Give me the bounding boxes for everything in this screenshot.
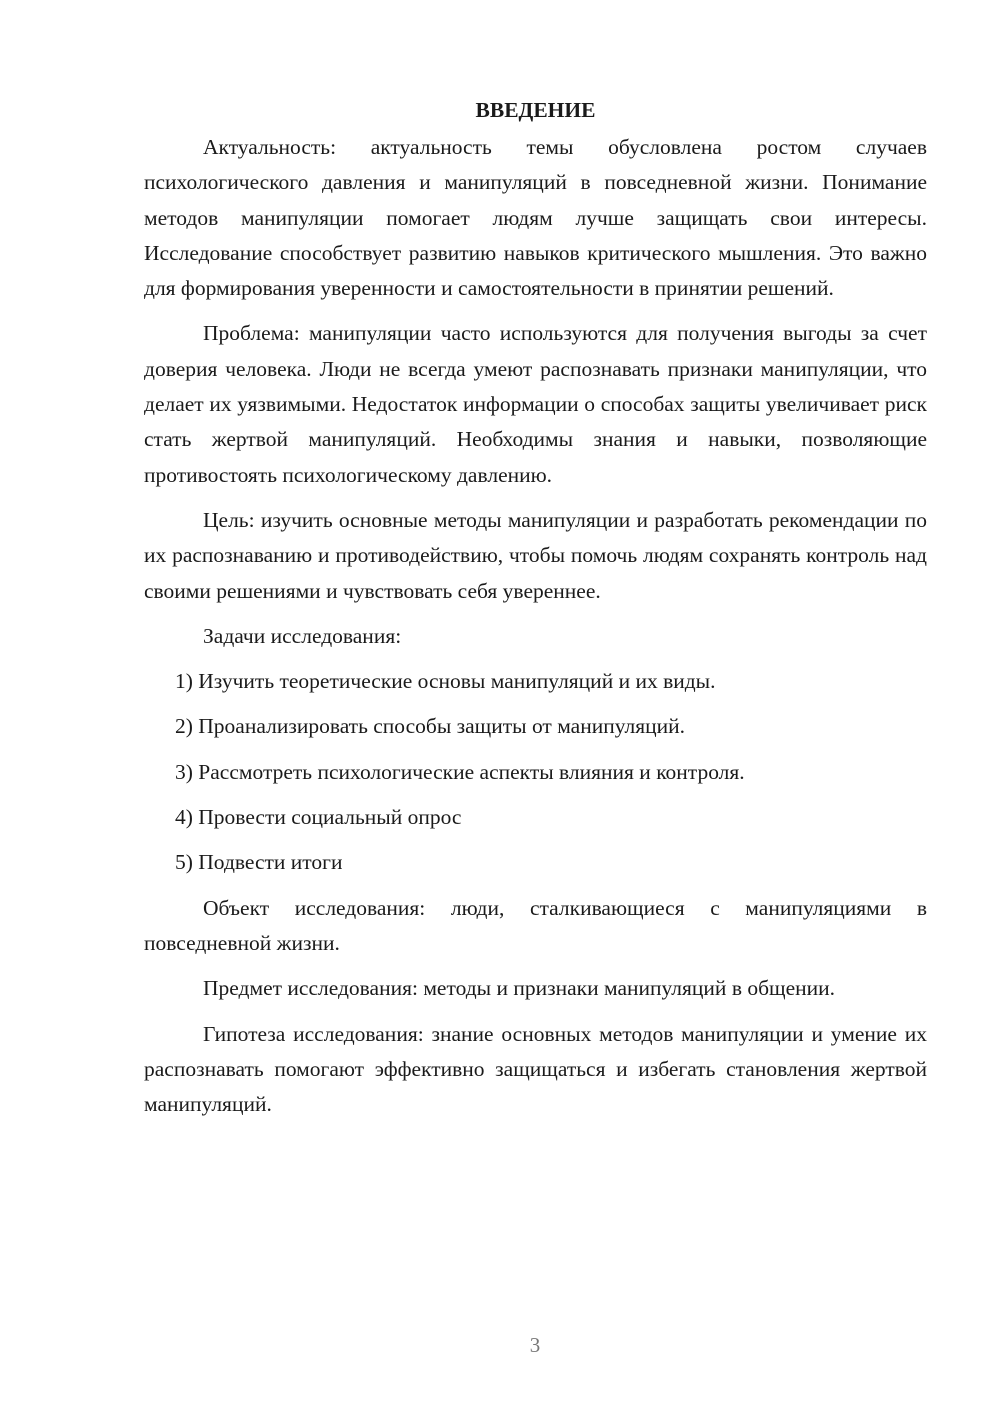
tasks-label: Задачи исследования: (203, 623, 402, 648)
page-number: 3 (529, 1333, 541, 1357)
object-paragraph: Объект исследования: люди, сталкивающиеся с манипуляциями в повседневной жизни. (144, 895, 927, 955)
subject-paragraph: Предмет исследования: методы и признаки манипуляций в общении. (203, 976, 836, 1001)
problem-paragraph: Проблема: манипуляции часто используются для получения выгоды за счет доверия человека. Люди не всегда умеют распознавать признаки манипуляции, что делает их уязвимыми. Недостаток информации о способах защиты увеличивает риск стать жертвой манипуляций. Необходимы знания и навыки, позволяющие противостоять психологическому давлению. (144, 321, 927, 487)
relevance-paragraph: Актуальность: актуальность темы обусловлена ростом случаев психологического давления и манипуляций в повседневной жизни. Понимание методов манипуляции помогает людям лучше защищать свои интересы. Исследование способствует развитию навыков критического мышления. Это важно для формирования уверенности и самостоятельности в принятии решений. (144, 135, 927, 301)
hypothesis-paragraph: Гипотеза исследования: знание основных методов манипуляции и умение их распознавать помогают эффективно защищаться и избегать становления жертвой манипуляций. (144, 1021, 927, 1117)
section-heading: ВВЕДЕНИЕ (475, 98, 596, 122)
goal-paragraph: Цель: изучить основные методы манипуляции и разработать рекомендации по их распознаванию и противодействию, чтобы помочь людям сохранять контроль над своими решениями и чувствовать себя увереннее. (144, 507, 927, 603)
list-item: 2) Проанализировать способы защиты от манипуляций. (175, 714, 686, 739)
list-item: 5) Подвести итоги (175, 850, 343, 875)
list-item: 3) Рассмотреть психологические аспекты влияния и контроля. (175, 759, 745, 784)
list-item: 4) Провести социальный опрос (175, 805, 462, 830)
list-item: 1) Изучить теоретические основы манипуляций и их виды. (175, 669, 716, 694)
tasks-list (144, 664, 927, 880)
page-content (144, 92, 927, 1132)
